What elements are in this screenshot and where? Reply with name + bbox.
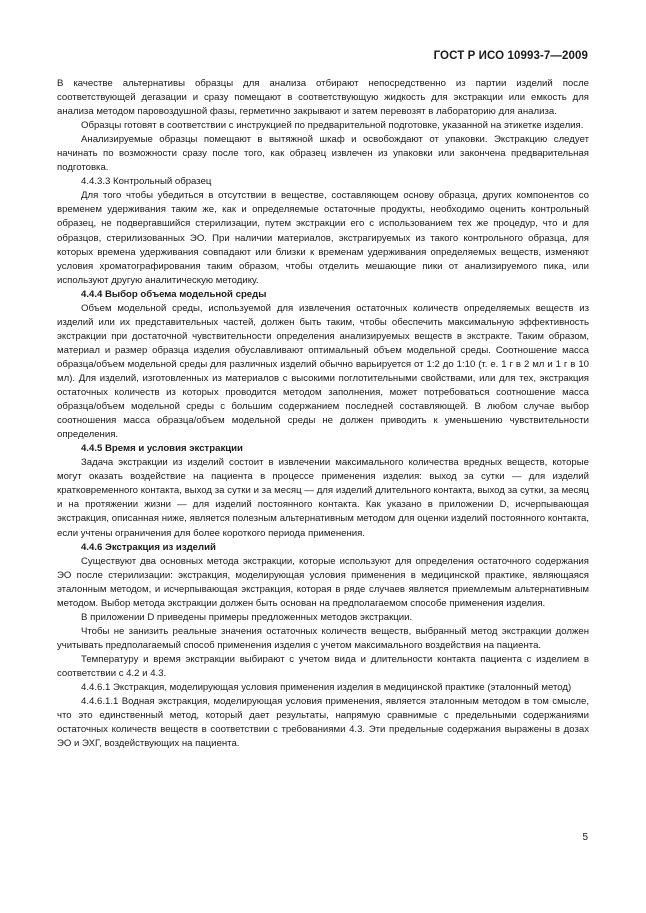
paragraph: Для того чтобы убедиться в отсутствии в веществе, составляющем основу образца, других компонентов со временем удерживания таким же, как и определяемые остаточные продукты, необходимо оценить контрольный образец, не подвергавшийся стерилизации, путем экстракции его с использованием тех же процедур, что и для образцов, стерилизованных ЭО. При наличии материалов, экстрагируемых из такого контрольного образца, для которых времена удерживания совпадают или близки к временам удерживания определяемых веществ, изменяют условия хроматографирования таким образом, чтобы отделить мешающие пики от анализируемого пика, или используют другую аналитическую методику. [57, 190, 589, 286]
paragraph: 4.4.6.1.1 Водная экстракция, моделирующая условия применения, является эталонным методом в том смысле, что это единственный метод, который дает результаты, напрямую сравнимые с предельными содержаниями остаточных количеств веществ в соответствии с требованиями 4.3. Эти предельные содержания выражены в дозах ЭО и ЭХГ, воздействующих на пациента. [57, 696, 589, 750]
paragraph: Существуют два основных метода экстракции, которые используют для определения остаточного содержания ЭО после стерилизации: экстракция, моделирующая условия применения в медицинской практике, являющаяся эталонным методом, и исчерпывающая экстракция, которая в ряде случаев является приемлемым альтернативным методом. Выбор метода экстракции должен быть основан на предполагаемом способе применения изделия. [57, 555, 589, 609]
paragraph: Образцы готовят в соответствии с инструкцией по предварительной подготовке, указанной на этикетке изделия. [81, 120, 584, 132]
document-header: ГОСТ Р ИСО 10993-7—2009 [433, 50, 588, 62]
paragraph: Анализируемые образцы помещают в вытяжной шкаф и освобождают от упаковки. Экстракцию следует начинать по возможности сразу после того, как образец извлечен из упаковки или закончена предварительная подготовка. [57, 134, 589, 174]
subsection-heading: 4.4.6.1 Экстракция, моделирующая условия применения изделия в медицинской практике (эталонный метод) [81, 682, 572, 694]
paragraph: В качестве альтернативы образцы для анализа отбирают непосредственно из партии изделий после соответствующей дегазации и сразу помещают в соответствующую жидкость для экстракции или емкость для анализа методом паровоздушной фазы, герметично закрывают и затем перевозят в лабораторию для анализа. [57, 78, 589, 118]
paragraph: Задача экстракции из изделий состоит в извлечении максимального количества вредных веществ, которые могут оказать воздействие на пациента в процессе применения изделия: выход за сутки — для изделий кратковременного контакта, выход за сутки и за месяц — для изделий длительного контакта, выход за сутки, за месяц и на протяжении жизни — для изделий постоянного контакта. Как указано в приложении D, исчерпывающая экстракция, описанная ниже, является полезным альтернативным методом для оценки изделий постоянного контакта, если учтены ограничения для более короткого периода применения. [57, 457, 589, 539]
document-body [57, 77, 589, 751]
paragraph: Чтобы не занизить реальные значения остаточных количеств веществ, выбранный метод экстракции должен учитывать предполагаемый способ применения изделия с учетом максимального воздействия на пациента. [57, 625, 589, 651]
section-heading: 4.4.5 Время и условия экстракции [81, 443, 243, 455]
subsection-heading: 4.4.3.3 Контрольный образец [81, 176, 212, 188]
paragraph: Объем модельной среды, используемой для извлечения остаточных количеств определяемых веществ из изделий или их представительных частей, должен быть таким, чтобы обеспечить максимальную эффективность экстракции при достаточной чувствительности определения анализируемых веществ в экстракте. Таким образом, материал и размер образца изделия обуславливают оптимальный объем модельной среды. Соотношение масса образца/объем модельной среды для различных изделий обычно варьируется от 1:2 до 1:10 (т. е. 1 г в 2 мл и 1 г в 10 мл). Для изделий, изготовленных из материалов с высокими поглотительными свойствами, или для тех, экстракция остаточных количеств из которых проводится методом заполнения, может потребоваться соотношение масса образца/объем модельной среды с большим содержанием последней составляющей. В любом случае выбор соотношения масса образца/объем модельной среды не должен приводить к уменьшению чувствительности определения. [57, 302, 589, 441]
section-heading: 4.4.6 Экстракция из изделий [81, 541, 216, 553]
section-heading: 4.4.4 Выбор объема модельной среды [81, 288, 267, 300]
paragraph: В приложении D приведены примеры предложенных методов экстракции. [81, 611, 413, 623]
page-number: 5 [582, 832, 588, 843]
paragraph: Температуру и время экстракции выбирают с учетом вида и длительности контакта пациента с изделием в соответствии с 4.2 и 4.3. [57, 653, 589, 679]
